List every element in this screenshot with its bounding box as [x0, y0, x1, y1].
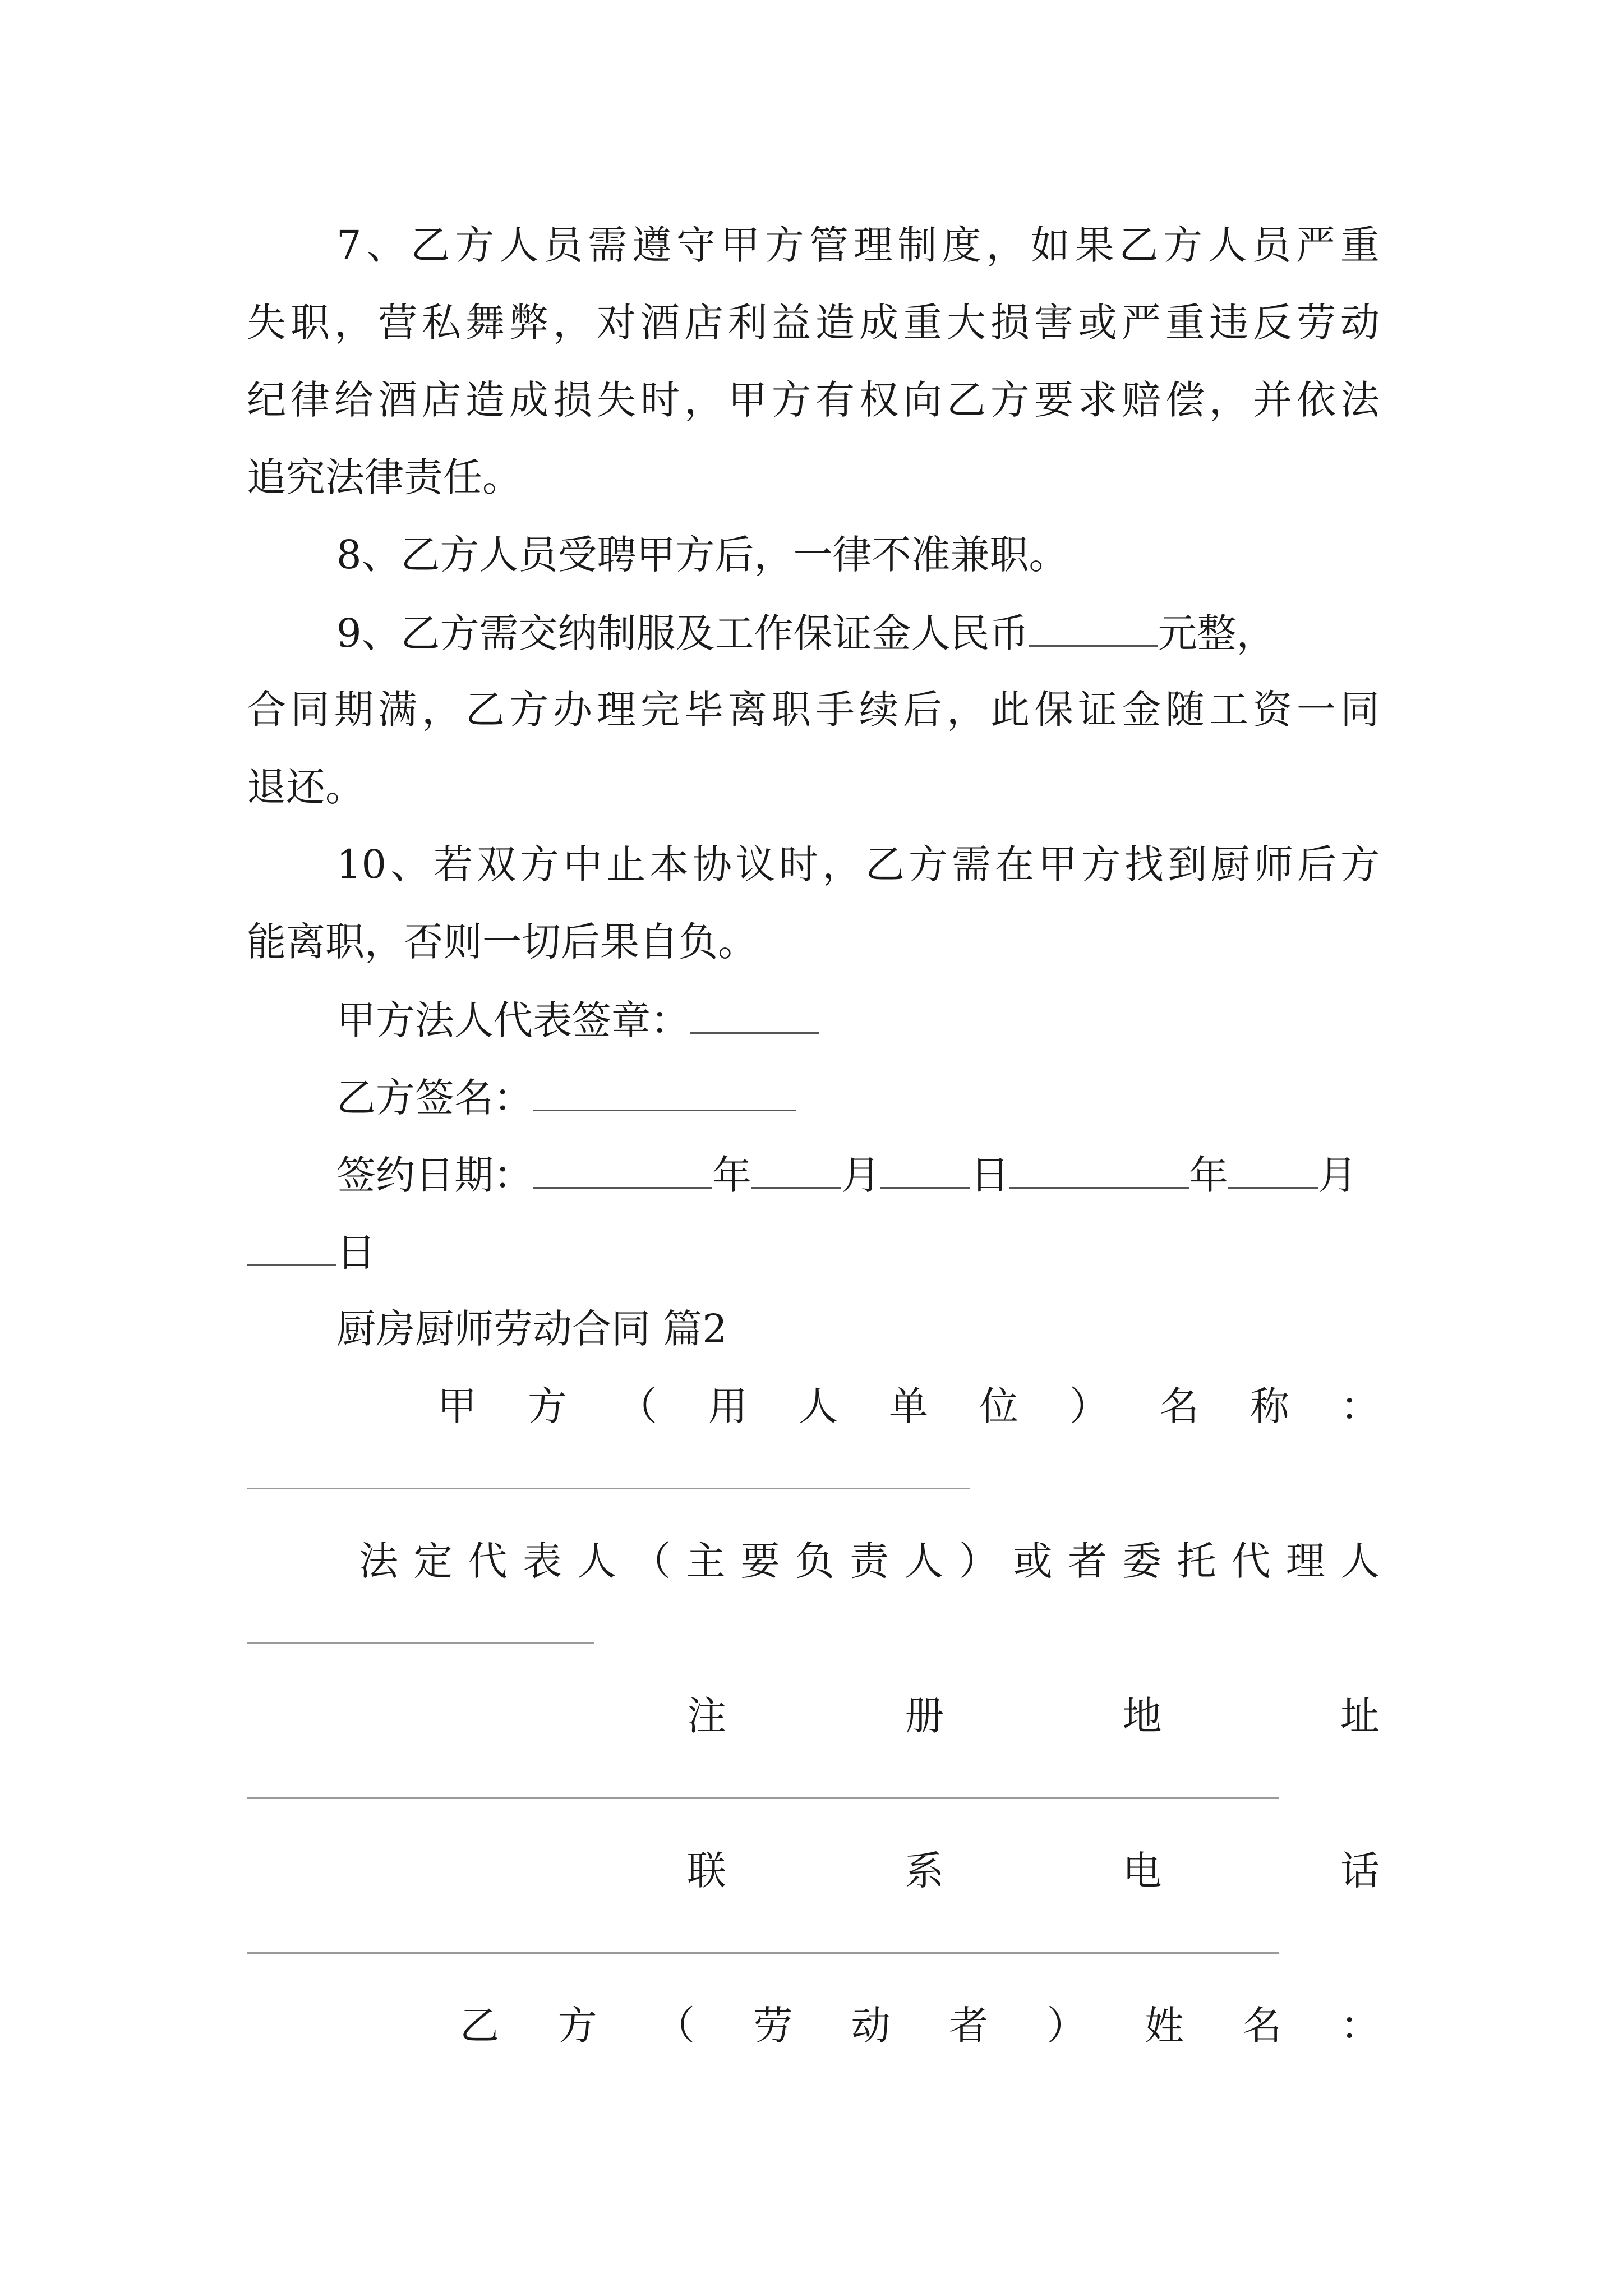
sign-date-line-2: [247, 1232, 1380, 1277]
clause-9-line-2: 合同期满，乙方办理完毕离职手续后，此保证金随工资一同: [247, 687, 1380, 733]
employer-name-blank[interactable]: [247, 1488, 970, 1489]
clause-10-line-1: 10、若双方中止本协议时，乙方需在甲方找到厨师后方: [336, 841, 1380, 887]
month-label-2: 月: [1318, 1152, 1357, 1198]
date-month-blank-1[interactable]: [751, 1154, 841, 1189]
employer-name-label: 甲方（用人单位）名称：: [437, 1383, 1380, 1429]
day-label-1: 日: [970, 1152, 1009, 1198]
clause-9-line-3: 退还。: [247, 764, 365, 810]
sign-date-line: [336, 1154, 1380, 1199]
year-label-2: 年: [1189, 1152, 1228, 1198]
clause-7-line-4: 追究法律责任。: [247, 454, 522, 500]
clause-9-text-after-blank: 元整，: [1158, 610, 1276, 656]
contact-phone-label: 联系电话: [687, 1848, 1380, 1894]
date-day-blank-2[interactable]: [247, 1232, 336, 1266]
year-label-1: 年: [712, 1152, 751, 1198]
employee-name-label: 乙方（劳动者）姓名：: [460, 2003, 1380, 2049]
month-label-1: 月: [841, 1152, 880, 1198]
date-year-blank-2[interactable]: [1009, 1154, 1189, 1189]
day-label-2: 日: [336, 1230, 376, 1276]
legal-representative-blank[interactable]: [247, 1642, 594, 1644]
party-a-signature-label: 甲方法人代表签章：: [336, 997, 690, 1043]
clause-10-line-2: 能离职，否则一切后果自负。: [247, 919, 757, 965]
date-year-blank-1[interactable]: [533, 1154, 712, 1189]
party-b-signature-blank[interactable]: [533, 1077, 796, 1111]
party-b-signature-label: 乙方签名：: [336, 1075, 533, 1121]
registered-address-blank[interactable]: [247, 1797, 1279, 1799]
clause-9-line-1: [336, 610, 1380, 657]
clause-7-line-3: 纪律给酒店造成损失时，甲方有权向乙方要求赔偿，并依法: [247, 377, 1380, 423]
party-a-signature-blank[interactable]: [690, 1000, 819, 1034]
party-a-signature-line: [336, 997, 1380, 1045]
contact-phone-blank[interactable]: [247, 1952, 1279, 1954]
clause-8: 8、乙方人员受聘甲方后，一律不准兼职。: [336, 532, 1068, 578]
section-heading: 厨房厨师劳动合同 篇2: [336, 1306, 727, 1352]
clause-7-line-1: 7、乙方人员需遵守甲方管理制度，如果乙方人员严重: [336, 222, 1380, 268]
clause-9-text-before-blank: 9、乙方需交纳制服及工作保证金人民币: [336, 610, 1029, 656]
date-day-blank-1[interactable]: [880, 1154, 970, 1189]
date-month-blank-2[interactable]: [1228, 1154, 1318, 1189]
sign-date-label: 签约日期：: [336, 1152, 533, 1198]
registered-address-label: 注册地址: [687, 1693, 1380, 1739]
legal-representative-label: 法定代表人（主要负责人）或者委托代理人: [359, 1538, 1380, 1584]
party-b-signature-line: [336, 1077, 1380, 1122]
deposit-amount-blank[interactable]: [1029, 613, 1158, 647]
clause-7-line-2: 失职，营私舞弊，对酒店利益造成重大损害或严重违反劳动: [247, 300, 1380, 346]
